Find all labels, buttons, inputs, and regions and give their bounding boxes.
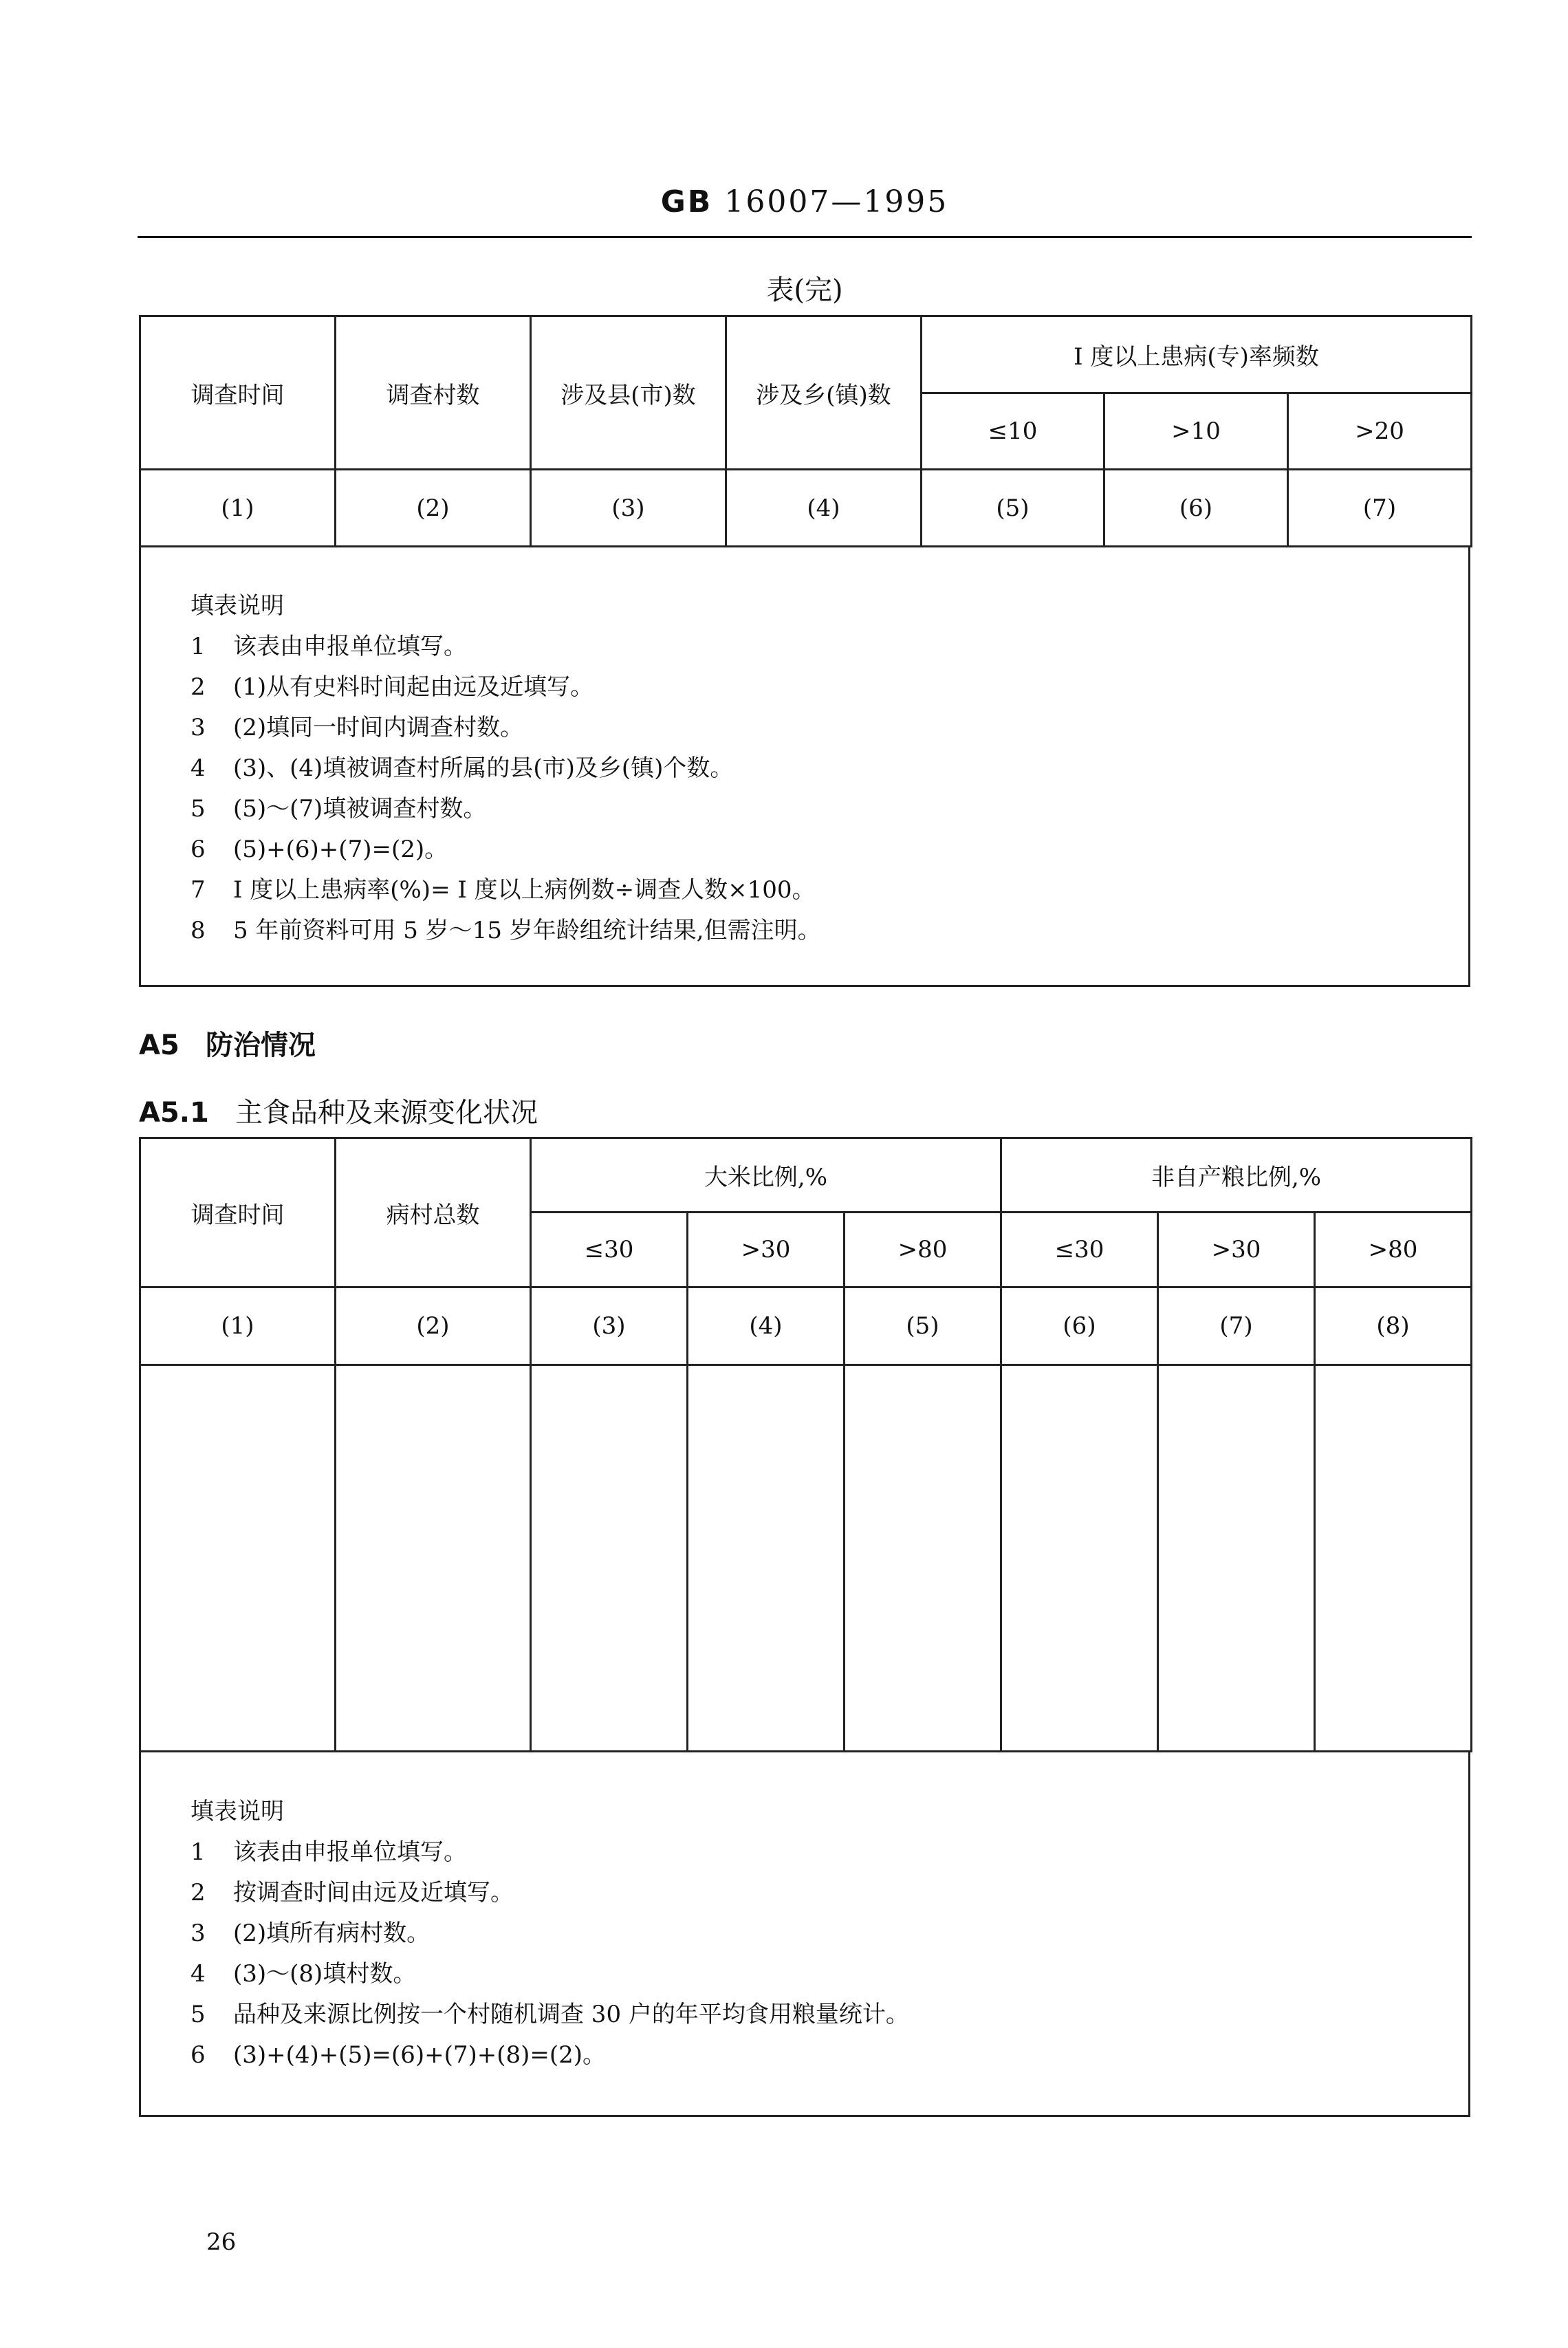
table2-header-cell: 病村总数 (336, 1138, 531, 1287)
table2-index-cell: (8) (1315, 1287, 1472, 1365)
table2-group-header: 大米比例,% (531, 1138, 1001, 1213)
table2 (139, 1137, 1472, 1752)
table2-index-cell: (7) (1158, 1287, 1315, 1365)
table1-notes (139, 547, 1470, 987)
table1-sub-header: ≤10 (922, 393, 1104, 470)
table1-notes-title: 填表说明 (190, 592, 284, 620)
table2-sub-header: >30 (1158, 1213, 1315, 1287)
table1-note: 4 (3)、(4)填被调查村所属的县(市)及乡(镇)个数。 (190, 754, 734, 782)
standard-code (138, 184, 1472, 219)
table2-note: 6 (3)+(4)+(5)=(6)+(7)+(8)=(2)。 (190, 2041, 607, 2069)
table2-sub-header: ≤30 (1001, 1213, 1158, 1287)
table2-blank-cell (140, 1365, 336, 1752)
table1-note: 7 I 度以上患病率(%)= I 度以上病例数÷调查人数×100。 (190, 876, 816, 904)
table1-note: 2 (1)从有史料时间起由远及近填写。 (190, 673, 594, 701)
table1-header-cell: 调查村数 (336, 316, 531, 470)
table1-index-cell: (2) (336, 470, 531, 547)
table2-index-cell: (1) (140, 1287, 336, 1365)
table2-blank-cell (1158, 1365, 1315, 1752)
table2-blank-row (140, 1365, 1472, 1752)
table2-sub-header: >80 (1315, 1213, 1472, 1287)
header-rule (138, 236, 1472, 238)
table2-index-cell: (6) (1001, 1287, 1158, 1365)
table1-header-cell: 调查时间 (140, 316, 336, 470)
table1-sub-header: >20 (1288, 393, 1472, 470)
table1-index-cell: (1) (140, 470, 336, 547)
table1-note: 8 5 年前资料可用 5 岁～15 岁年龄组统计结果,但需注明。 (190, 917, 821, 944)
table2-note: 5 品种及来源比例按一个村随机调查 30 户的年平均食用粮量统计。 (190, 2001, 909, 2028)
table2-notes (139, 1752, 1470, 2117)
table2-blank-cell (336, 1365, 531, 1752)
table2-index-cell: (3) (531, 1287, 688, 1365)
table2-notes-title: 填表说明 (190, 1798, 284, 1825)
table1-index-cell: (4) (726, 470, 922, 547)
table2-note: 3 (2)填所有病村数。 (190, 1920, 431, 1947)
table2-note: 4 (3)～(8)填村数。 (190, 1960, 417, 1988)
table1-note: 6 (5)+(6)+(7)=(2)。 (190, 836, 448, 863)
section-a51-heading: A5.1 主食品种及来源变化状况 (139, 1097, 538, 1129)
table1 (139, 315, 1472, 547)
table2-note: 2 按调查时间由远及近填写。 (190, 1879, 514, 1906)
table2-index-cell: (2) (336, 1287, 531, 1365)
table2-blank-cell (845, 1365, 1001, 1752)
table1-group-header: I 度以上患病(专)率频数 (922, 316, 1472, 393)
table1-index-cell: (5) (922, 470, 1104, 547)
table1-caption: 表(完) (766, 274, 843, 306)
table2-blank-cell (531, 1365, 688, 1752)
table1-note: 1 该表由申报单位填写。 (190, 633, 467, 660)
table1-index-cell: (7) (1288, 470, 1472, 547)
standard-number: 16007—1995 (724, 184, 949, 219)
table2-blank-cell (1001, 1365, 1158, 1752)
table2-note: 1 该表由申报单位填写。 (190, 1838, 467, 1866)
table1-note: 5 (5)～(7)填被调查村数。 (190, 795, 487, 823)
table1-index-cell: (6) (1104, 470, 1288, 547)
table2-blank-cell (1315, 1365, 1472, 1752)
table2-blank-cell (688, 1365, 845, 1752)
table2-group-header: 非自产粮比例,% (1001, 1138, 1472, 1213)
table1-index-cell: (3) (531, 470, 726, 547)
table2-sub-header: >80 (845, 1213, 1001, 1287)
table1-header-cell: 涉及县(市)数 (531, 316, 726, 470)
table2-sub-header: >30 (688, 1213, 845, 1287)
table2-index-cell: (4) (688, 1287, 845, 1365)
section-a5-heading: A5 防治情况 (139, 1030, 316, 1061)
table1-note: 3 (2)填同一时间内调查村数。 (190, 714, 524, 741)
table1-header-cell: 涉及乡(镇)数 (726, 316, 922, 470)
table2-header-cell: 调查时间 (140, 1138, 336, 1287)
table2-index-cell: (5) (845, 1287, 1001, 1365)
table1-sub-header: >10 (1104, 393, 1288, 470)
table2-sub-header: ≤30 (531, 1213, 688, 1287)
page-number: 26 (206, 2228, 237, 2256)
standard-prefix: GB (660, 184, 713, 219)
